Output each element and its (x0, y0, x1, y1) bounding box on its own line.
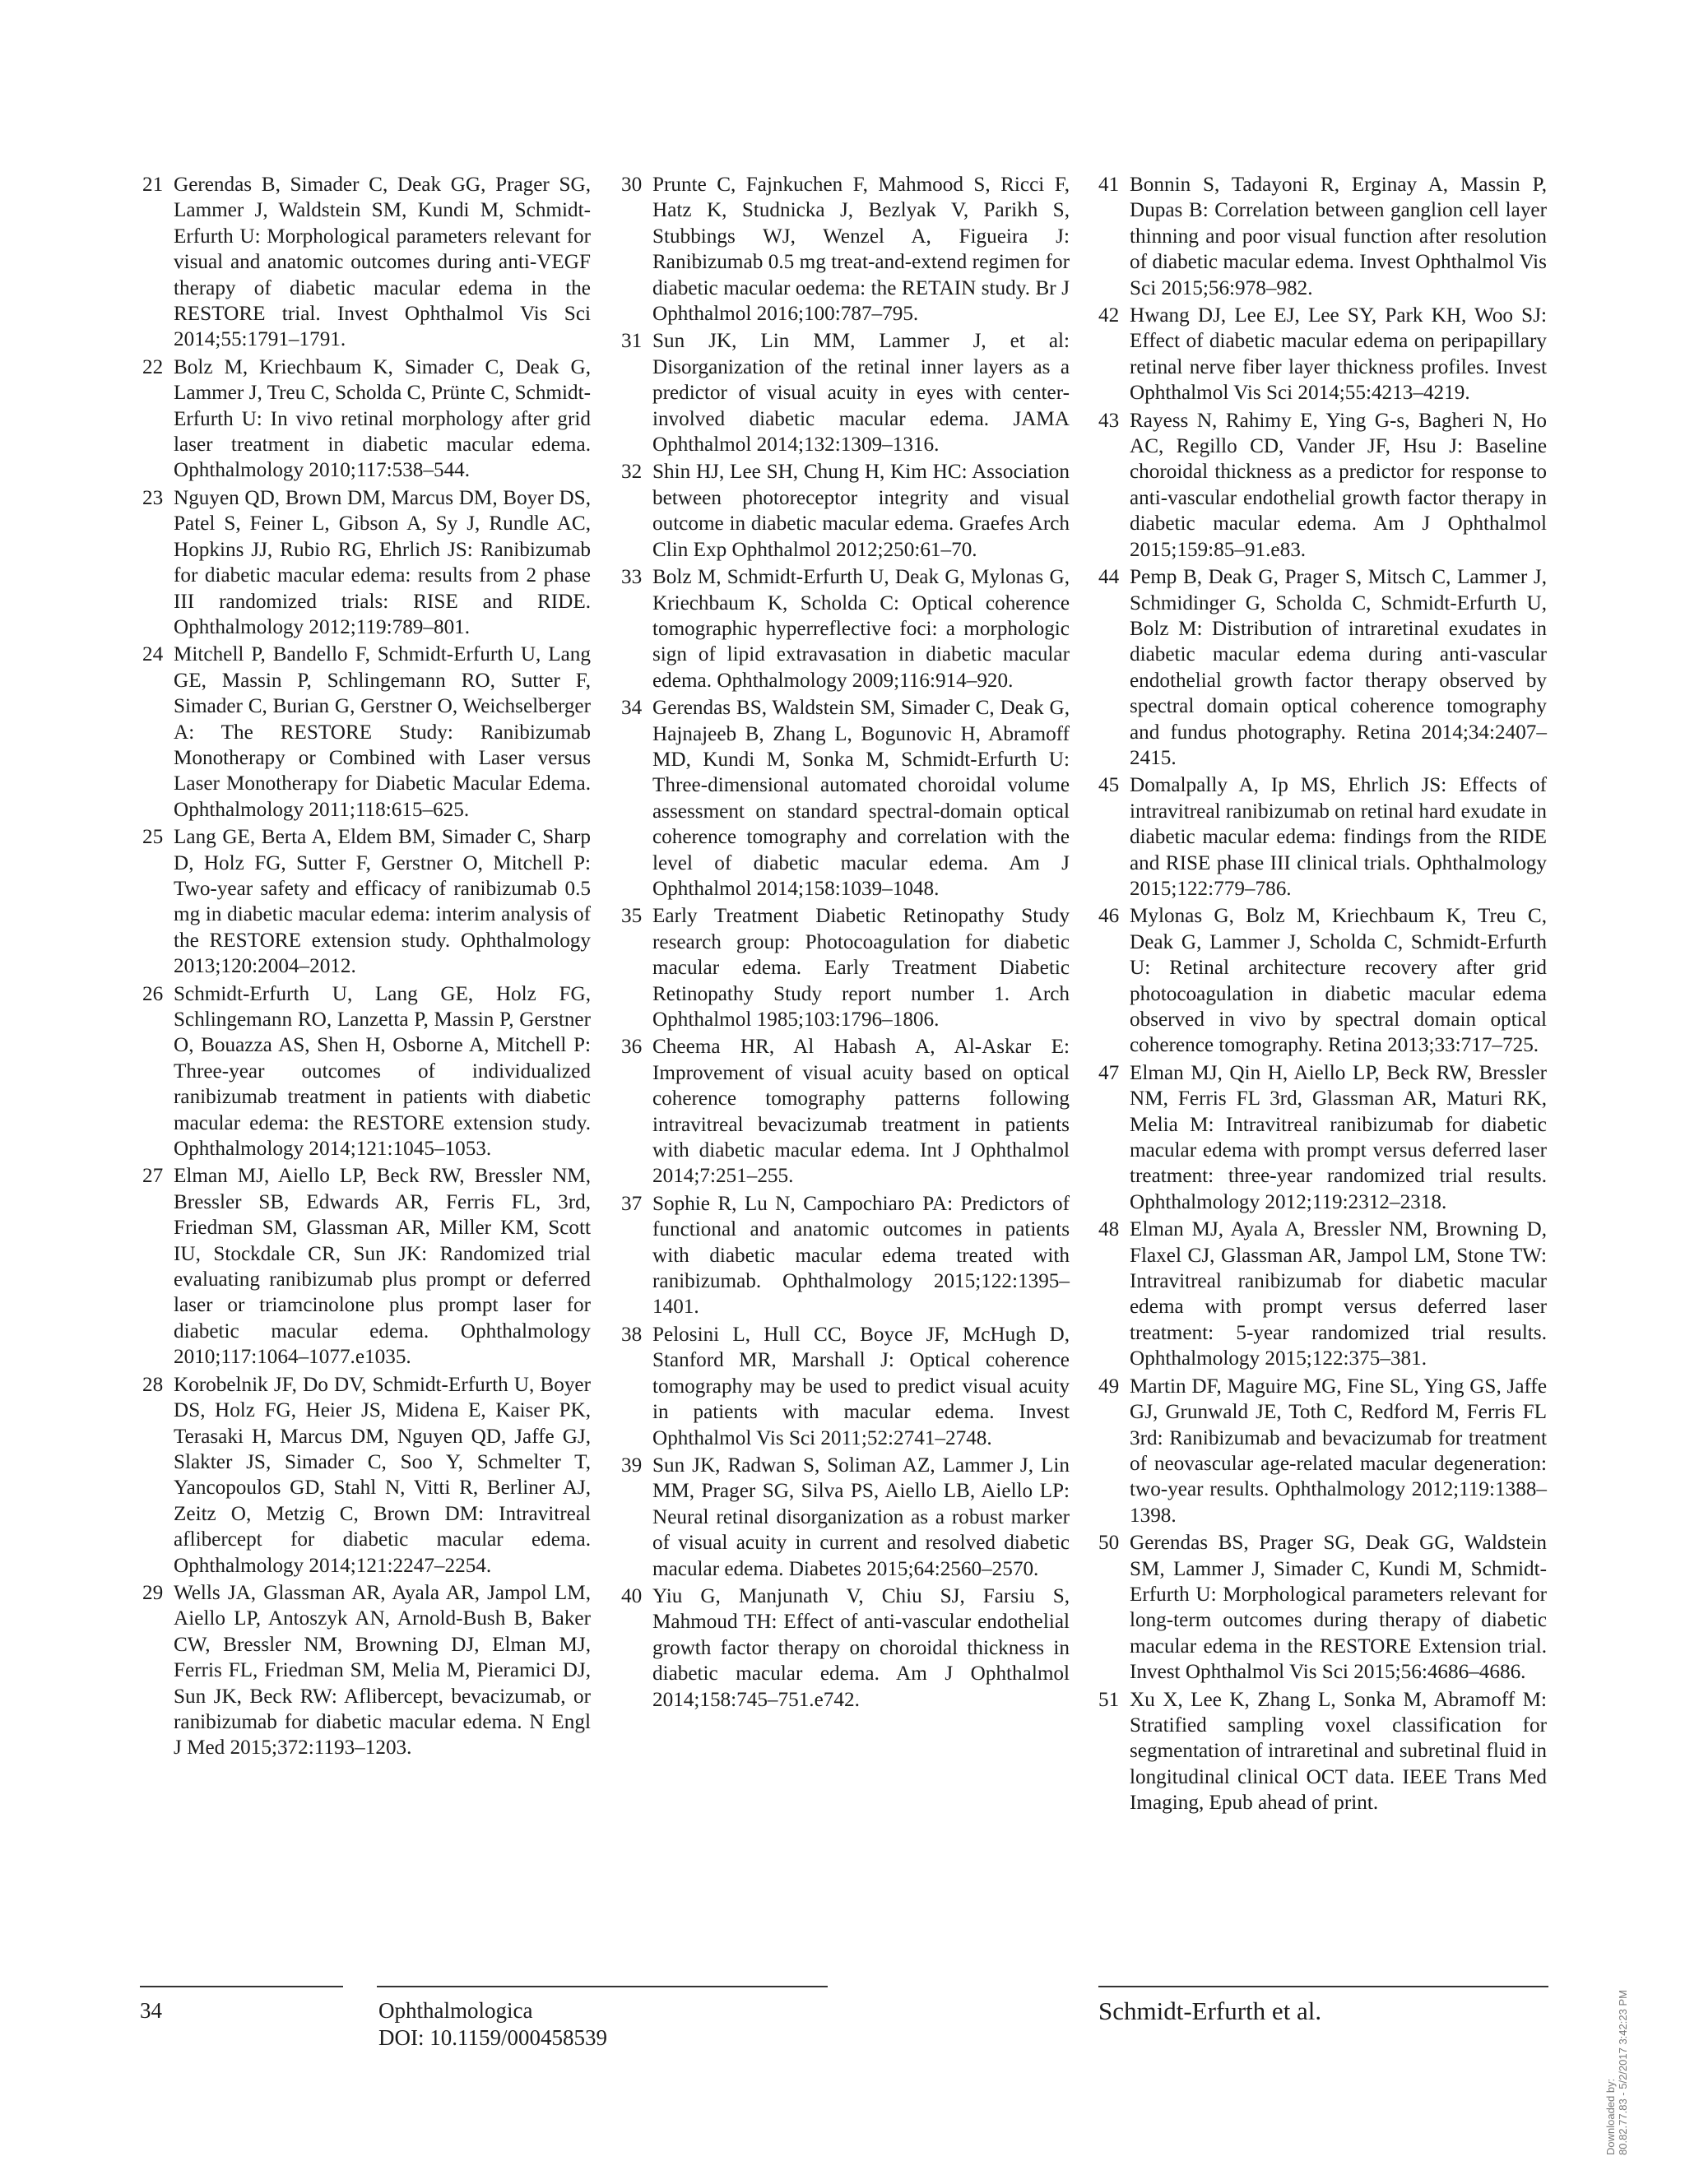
reference-text: Early Treatment Diabetic Retinopathy Study research group: Photocoagulation for diabetic macular edema. Early Treatment Diabetic Retinopathy Study report number 1. Arch Ophthalmol 1985;103:1796–1806. (652, 905, 1070, 1031)
footer-rule-right (1098, 1986, 1548, 1987)
reference-text: Schmidt-Erfurth U, Lang GE, Holz FG, Schlingemann RO, Lanzetta P, Massin P, Gerstner O, Bouazza AS, Shen H, Osborne A, Mitchell P: Three-year outcomes of individualized ranibizumab treatment in patients with diabetic macular edema: the RESTORE extension study. Ophthalmology 2014;121:1045–1053. (174, 982, 591, 1161)
reference-item (142, 485, 591, 640)
doi: DOI: 10.1159/000458539 (378, 2025, 607, 2050)
reference-text: Mitchell P, Bandello F, Schmidt-Erfurth U, Lang GE, Massin P, Schlingemann RO, Sutter F, Simader C, Burian G, Gerstner O, Weichselberger A: The RESTORE Study: Ranibizumab Monotherapy or Combined with Laser versus Laser Monotherapy for Diabetic Macular Edema. Ophthalmology 2011;118:615–625. (174, 643, 591, 821)
footer-rule-left (140, 1986, 343, 1987)
reference-item (142, 355, 591, 484)
reference-text: Bonnin S, Tadayoni R, Erginay A, Massin P, Dupas B: Correlation between ganglion cell layer thinning and poor visual function after resolution of diabetic macular edema. Invest Ophthalmol Vis Sci 2015;56:978–982. (1130, 174, 1547, 299)
reference-number: 22 (142, 355, 164, 378)
reference-item (142, 824, 591, 979)
reference-text: Mylonas G, Bolz M, Kriechbaum K, Treu C, Deak G, Lammer J, Scholda C, Schmidt-Erfurth U: Retinal architecture recovery after grid photocoagulation in diabetic macular edema observed in vivo by spectral domain optical coherence tomography. Retina 2013;33:717–725. (1130, 905, 1547, 1057)
running-authors: Schmidt-Erfurth et al. (1098, 1996, 1322, 2025)
reference-number: 23 (142, 486, 164, 509)
reference-text: Bolz M, Kriechbaum K, Simader C, Deak G, Lammer J, Treu C, Scholda C, Prünte C, Schmidt-Erfurth U: In vivo retinal morphology after grid laser treatment in diabetic macular edema. Ophthalmology 2010;117:538–544. (174, 355, 591, 482)
reference-item (142, 172, 591, 353)
reference-text: Yiu G, Manjunath V, Chiu SJ, Farsiu S, Mahmoud TH: Effect of anti-vascular endothelial growth factor therapy on choroidal thickness in diabetic macular edema. Am J Ophthalmol 2014;158:745–751.e742. (652, 1584, 1070, 1711)
reference-text: Pemp B, Deak G, Prager S, Mitsch C, Lammer J, Schmidinger G, Scholda C, Schmidt-Erfurth U, Bolz M: Distribution of intraretinal exudates in diabetic macular edema during anti-vascular endothelial growth factor therapy observed by spectral domain optical coherence tomography and fundus photography. Retina 2014;34:2407–2415. (1130, 566, 1547, 769)
reference-item (142, 642, 591, 823)
reference-number: 34 (621, 697, 643, 720)
reference-text: Bolz M, Schmidt-Erfurth U, Deak G, Mylonas G, Kriechbaum K, Scholda C: Optical coherence tomographic hyperreflective foci: a morphologic sign of lipid extravasation in diabetic macular edema. Ophthalmology 2009;116:914–920. (652, 566, 1070, 692)
reference-text: Gerendas BS, Prager SG, Deak GG, Waldstein SM, Lammer J, Simader C, Kundi M, Schmidt-Erfurth U: Morphological parameters relevant for long-term outcomes during therapy of diabetic macular edema in the RESTORE Extension trial. Invest Ophthalmol Vis Sci 2015;56:4686–4686. (1130, 1532, 1547, 1684)
reference-item (621, 328, 1070, 457)
reference-number: 25 (142, 826, 164, 849)
reference-number: 30 (621, 174, 643, 196)
reference-text: Hwang DJ, Lee EJ, Lee SY, Park KH, Woo SJ: Effect of diabetic macular edema on peripapillary retinal nerve fiber layer thickness profiles. Invest Ophthalmol Vis Sci 2014;55:4213–4219. (1130, 304, 1547, 405)
reference-text: Prunte C, Fajnkuchen F, Mahmood S, Ricci F, Hatz K, Studnicka J, Bezlyak V, Parikh S, Stubbings WJ, Wenzel A, Figueira J: Ranibizumab 0.5 mg treat-and-extend regimen for diabetic macular oedema: the RETAIN study. Br J Ophthalmol 2016;100:787–795. (652, 174, 1070, 326)
reference-number: 46 (1098, 905, 1120, 928)
reference-number: 37 (621, 1192, 643, 1215)
reference-number: 40 (621, 1584, 643, 1607)
reference-text: Sophie R, Lu N, Campochiaro PA: Predictors of functional and anatomic outcomes in patients with diabetic macular edema treated with ranibizumab. Ophthalmology 2015;122:1395–1401. (652, 1192, 1070, 1319)
reference-number: 38 (621, 1323, 643, 1346)
reference-number: 49 (1098, 1375, 1120, 1398)
reference-text: Elman MJ, Aiello LP, Beck RW, Bressler NM, Bressler SB, Edwards AR, Ferris FL, 3rd, Friedman SM, Glassman AR, Miller KM, Scott IU, Stockdale CR, Sun JK: Randomized trial evaluating ranibizumab plus prompt or deferred laser or triamcinolone plus prompt laser for diabetic macular edema. Ophthalmology 2010;117:1064–1077.e1035. (174, 1165, 591, 1369)
reference-item (621, 1584, 1070, 1713)
reference-item (621, 1453, 1070, 1582)
download-stamp (1604, 1990, 1629, 2155)
reference-item (142, 1580, 591, 1761)
reference-number: 44 (1098, 566, 1120, 589)
reference-text: Elman MJ, Qin H, Aiello LP, Beck RW, Bressler NM, Ferris FL 3rd, Glassman AR, Maturi RK, Melia M: Intravitreal ranibizumab for diabetic macular edema with prompt versus deferred laser treatment: three-year randomized trial results. Ophthalmology 2012;119:2312–2318. (1130, 1061, 1547, 1213)
download-stamp-line-2: 80.82.77.83 - 5/2/2017 3:42:23 PM (1617, 1990, 1629, 2155)
reference-text: Sun JK, Radwan S, Soliman AZ, Lammer J, Lin MM, Prager SG, Silva PS, Aiello LB, Aiello LP: Neural retinal disorganization as a robust marker of visual acuity in current and resolved diabetic macular edema. Diabetes 2015;64:2560–2570. (652, 1454, 1070, 1580)
footer-rule-middle (377, 1986, 828, 1987)
reference-number: 48 (1098, 1218, 1120, 1241)
reference-number: 39 (621, 1454, 643, 1477)
references-column-3 (1098, 172, 1547, 1818)
reference-number: 24 (142, 643, 164, 666)
reference-text: Shin HJ, Lee SH, Chung H, Kim HC: Association between photoreceptor integrity and visual outcome in diabetic macular edema. Graefes Arch Clin Exp Ophthalmol 2012;250:61–70. (652, 461, 1070, 561)
reference-number: 21 (142, 174, 164, 196)
reference-number: 28 (142, 1373, 164, 1396)
reference-number: 41 (1098, 174, 1120, 196)
reference-text: Korobelnik JF, Do DV, Schmidt-Erfurth U, Boyer DS, Holz FG, Heier JS, Midena E, Kaiser PK, Terasaki H, Marcus DM, Nguyen QD, Jaffe GJ, Slakter JS, Simader C, Soo Y, Schmelter T, Yancopoulos GD, Stahl N, Vitti R, Berliner AJ, Zeitz O, Metzig C, Brown DM: Intravitreal aflibercept for diabetic macular edema. Ophthalmology 2014;121:2247–2254. (174, 1373, 591, 1577)
reference-text: Rayess N, Rahimy E, Ying G-s, Bagheri N, Ho AC, Regillo CD, Vander JF, Hsu J: Baseline choroidal thickness as a predictor for response to anti-vascular endothelial growth factor therapy in diabetic macular edema. Am J Ophthalmol 2015;159:85–91.e83. (1130, 409, 1547, 561)
reference-number: 27 (142, 1165, 164, 1188)
reference-item (621, 1322, 1070, 1451)
reference-text: Elman MJ, Ayala A, Bressler NM, Browning D, Flaxel CJ, Glassman AR, Jampol LM, Stone TW: Intravitreal ranibizumab for diabetic macular edema with prompt versus deferred laser treatment: 5-year randomized trial results. Ophthalmology 2015;122:375–381. (1130, 1218, 1547, 1370)
reference-number: 31 (621, 330, 643, 353)
reference-item (621, 1034, 1070, 1189)
reference-item (1098, 564, 1547, 771)
reference-number: 45 (1098, 774, 1120, 797)
reference-item (621, 1191, 1070, 1320)
reference-item (621, 695, 1070, 902)
reference-text: Pelosini L, Hull CC, Boyce JF, McHugh D, Stanford MR, Marshall J: Optical coherence tomography may be used to predict visual acuity in patients with macular edema. Invest Ophthalmol Vis Sci 2011;52:2741–2748. (652, 1323, 1070, 1449)
reference-text: Nguyen QD, Brown DM, Marcus DM, Boyer DS, Patel S, Feiner L, Gibson A, Sy J, Rundle AC, Hopkins JJ, Rubio RG, Ehrlich JS: Ranibizumab for diabetic macular edema: results from 2 phase III randomized trials: RISE and RIDE. Ophthalmology 2012;119:789–801. (174, 486, 591, 638)
reference-text: Gerendas BS, Waldstein SM, Simader C, Deak G, Hajnajeeb B, Zhang L, Bogunovic H, Abramoff MD, Kundi M, Sonka M, Schmidt-Erfurth U: Three-dimensional automated choroidal volume assessment on standard spectral-domain optical coherence tomography and correlation with the level of diabetic macular edema. Am J Ophthalmol 2014;158:1039–1048. (652, 697, 1070, 900)
reference-item (621, 903, 1070, 1032)
reference-number: 32 (621, 461, 643, 484)
references-column-1 (142, 172, 591, 1763)
reference-number: 50 (1098, 1532, 1120, 1555)
reference-text: Lang GE, Berta A, Eldem BM, Simader C, Sharp D, Holz FG, Sutter F, Gerstner O, Mitchell P: Two-year safety and efficacy of ranibizumab 0.5 mg in diabetic macular edema: interim analysis of the RESTORE extension study. Ophthalmology 2013;120:2004–2012. (174, 826, 591, 978)
reference-number: 36 (621, 1036, 643, 1059)
reference-text: Martin DF, Maguire MG, Fine SL, Ying GS, Jaffe GJ, Grunwald JE, Toth C, Redford M, Ferris FL 3rd: Ranibizumab and bevacizumab for treatment of neovascular age-related macular degeneration: two-year results. Ophthalmology 2012;119:1388–1398. (1130, 1375, 1547, 1527)
reference-text: Domalpally A, Ip MS, Ehrlich JS: Effects of intravitreal ranibizumab on retinal hard exudate in diabetic macular edema: findings from the RIDE and RISE phase III clinical trials. Ophthalmology 2015;122:779–786. (1130, 774, 1547, 900)
reference-item (142, 981, 591, 1162)
reference-number: 33 (621, 566, 643, 589)
reference-number: 51 (1098, 1688, 1120, 1711)
reference-item (1098, 408, 1547, 563)
reference-number: 35 (621, 905, 643, 928)
reference-number: 47 (1098, 1061, 1120, 1084)
reference-number: 43 (1098, 409, 1120, 432)
reference-item (1098, 303, 1547, 406)
reference-text: Xu X, Lee K, Zhang L, Sonka M, Abramoff M: Stratified sampling voxel classification for segmentation of intraretinal and subretinal fluid in longitudinal clinical OCT data. IEEE Trans Med Imaging, Epub ahead of print. (1130, 1688, 1547, 1815)
reference-text: Sun JK, Lin MM, Lammer J, et al: Disorganization of the retinal inner layers as a predictor of visual acuity in eyes with center-involved diabetic macular edema. JAMA Ophthalmol 2014;132:1309–1316. (652, 330, 1070, 457)
reference-number: 42 (1098, 304, 1120, 327)
page-number: 34 (140, 1998, 162, 2023)
reference-item (1098, 772, 1547, 902)
journal-name: Ophthalmologica (378, 1998, 533, 2023)
reference-text: Cheema HR, Al Habash A, Al-Askar E: Improvement of visual acuity based on optical coherence tomography patterns following intravitreal bevacizumab treatment in patients with diabetic macular edema. Int J Ophthalmol 2014;7:251–255. (652, 1036, 1070, 1188)
reference-item (142, 1163, 591, 1370)
reference-item (1098, 1217, 1547, 1371)
reference-text: Gerendas B, Simader C, Deak GG, Prager SG, Lammer J, Waldstein SM, Kundi M, Schmidt-Erfurth U: Morphological parameters relevant for visual and anatomic outcomes during anti-VEGF therapy of diabetic macular edema in the RESTORE trial. Invest Ophthalmol Vis Sci 2014;55:1791–1791. (174, 174, 591, 351)
reference-text: Wells JA, Glassman AR, Ayala AR, Jampol LM, Aiello LP, Antoszyk AN, Arnold-Bush B, Baker CW, Bressler NM, Browning DJ, Elman MJ, Ferris FL, Friedman SM, Melia M, Pieramici DJ, Sun JK, Beck RW: Aflibercept, bevacizumab, or ranibizumab for diabetic macular edema. N Engl J Med 2015;372:1193–1203. (174, 1581, 591, 1760)
reference-item (142, 1372, 591, 1579)
reference-item (1098, 1060, 1547, 1215)
reference-item (621, 564, 1070, 693)
journal-info (378, 1997, 607, 2052)
reference-number: 29 (142, 1581, 164, 1604)
reference-item (1098, 172, 1547, 301)
reference-item (1098, 903, 1547, 1058)
reference-item (1098, 1530, 1547, 1685)
download-stamp-line-1: Downloaded by: (1604, 2078, 1617, 2155)
reference-item (1098, 1374, 1547, 1528)
reference-number: 26 (142, 982, 164, 1005)
reference-item (621, 459, 1070, 563)
reference-item (1098, 1687, 1547, 1816)
references-column-2 (621, 172, 1070, 1714)
reference-item (621, 172, 1070, 327)
